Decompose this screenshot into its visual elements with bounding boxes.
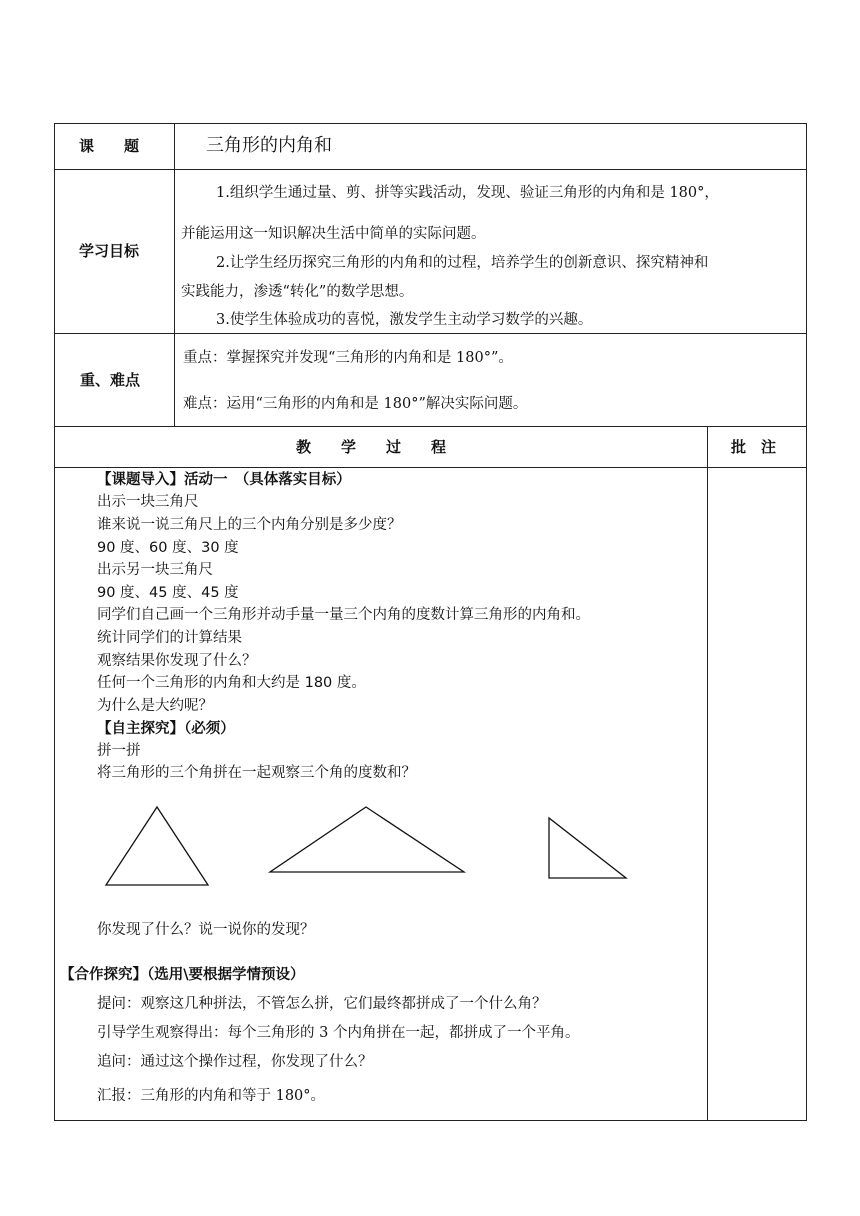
row-divider-2: [54, 333, 807, 334]
intro-line-7: 统计同学们的计算结果: [97, 630, 242, 646]
row-divider-3: [54, 426, 807, 427]
coop-line-2: 引导学生观察得出：每个三角形的 3 个内角拼在一起，都拼成了一个平角。: [97, 1025, 580, 1041]
row-divider-4: [54, 467, 807, 468]
objective-line-1: 1.组织学生通过量、剪、拼等实践活动，发现、验证三角形的内角和是 180°，: [216, 185, 719, 201]
row-divider-1: [54, 169, 807, 170]
intro-line-8: 观察结果你发现了什么？: [97, 653, 257, 669]
objective-line-5: 3.使学生体验成功的喜悦，激发学生主动学习数学的兴趣。: [216, 312, 593, 328]
coop-line-1: 提问：观察这几种拼法，不管怎么拼，它们最终都拼成了一个什么角？: [97, 996, 547, 1012]
topic-label: 课 题: [79, 137, 140, 155]
table-bottom-border: [54, 1120, 807, 1121]
explore-question: 你发现了什么？说一说你的发现？: [97, 922, 315, 938]
intro-line-5: 90 度、45 度、45 度: [97, 585, 239, 601]
process-heading: 教 学 过 程: [296, 438, 447, 456]
key-point: 重点：掌握探究并发现“三角形的内角和是 180°”。: [183, 350, 513, 366]
explore-heading: 【自主探究】（必须）: [97, 721, 235, 737]
intro-line-9: 任何一个三角形的内角和大约是 180 度。: [97, 675, 366, 691]
intro-line-10: 为什么是大约呢？: [97, 698, 213, 714]
intro-line-6: 同学们自己画一个三角形并动手量一量三个内角的度数计算三角形的内角和。: [97, 607, 590, 623]
intro-line-2: 谁来说一说三角尺上的三个内角分别是多少度？: [97, 517, 402, 533]
table-right-border: [806, 123, 807, 1121]
intro-line-4: 出示另一块三角尺: [97, 562, 213, 578]
coop-heading: 【合作探究】（选用\要根据学情预设）: [60, 967, 305, 983]
explore-line-1: 拼一拼: [97, 743, 141, 759]
intro-line-3: 90 度、60 度、30 度: [97, 540, 239, 556]
equilateral-triangle: [104, 804, 214, 889]
difficulty-point: 难点：运用“三角形的内角和是 180°”解决实际问题。: [183, 396, 528, 412]
intro-line-1: 出示一块三角尺: [97, 494, 199, 510]
keypoints-label: 重、难点: [80, 371, 141, 389]
notes-heading: 批 注: [731, 438, 777, 456]
table-left-border: [54, 123, 55, 1121]
coop-line-4: 汇报：三角形的内角和等于 180°。: [97, 1088, 326, 1104]
objective-line-2: 并能运用这一知识解决生活中简单的实际问题。: [181, 226, 486, 242]
right-triangle: [547, 816, 629, 880]
objectives-label: 学习目标: [79, 242, 140, 260]
explore-line-2: 将三角形的三个角拼在一起观察三个角的度数和？: [97, 765, 416, 781]
topic-title: 三角形的内角和: [206, 135, 332, 156]
obtuse-triangle: [268, 804, 468, 874]
intro-heading: 【课题导入】活动一 （具体落实目标）: [97, 472, 351, 488]
table-top-border: [54, 123, 807, 124]
label-column-divider: [174, 123, 175, 427]
notes-column-divider: [707, 426, 708, 1121]
coop-line-3: 追问：通过这个操作过程，你发现了什么？: [97, 1054, 373, 1070]
objective-line-3: 2.让学生经历探究三角形的内角和的过程，培养学生的创新意识、探究精神和: [216, 255, 709, 271]
objective-line-4: 实践能力，渗透“转化”的数学思想。: [181, 284, 414, 300]
